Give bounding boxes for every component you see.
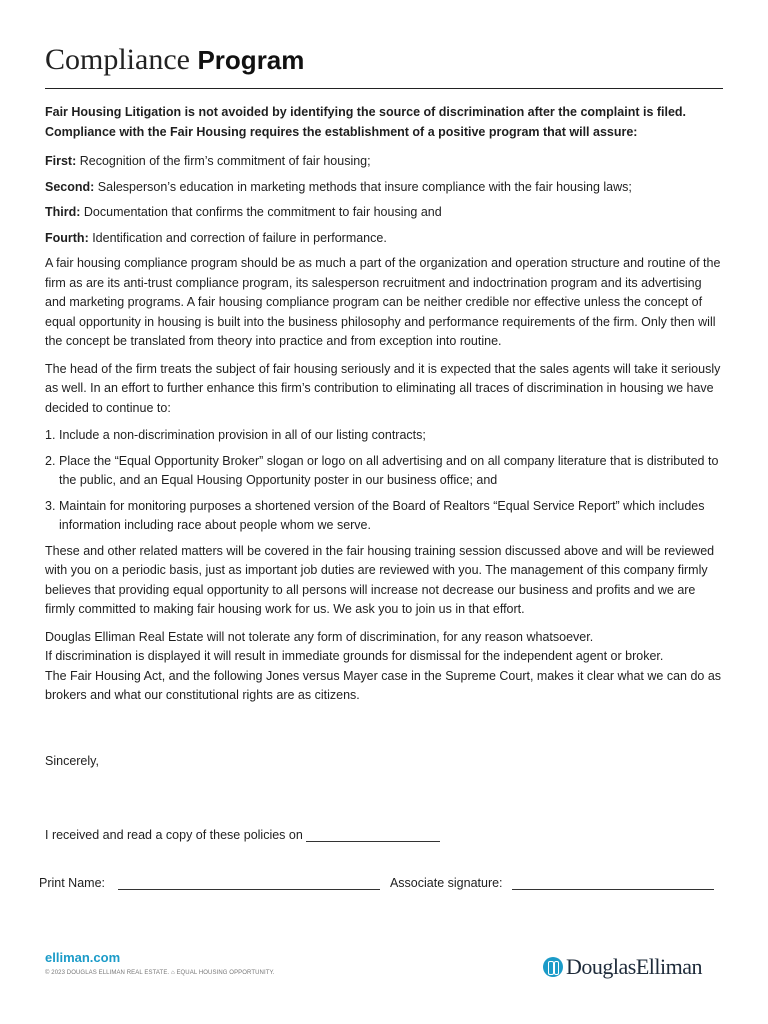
point-fourth: Fourth: Identification and correction of failure in performance.: [45, 230, 387, 245]
print-name-label: Print Name:: [39, 876, 105, 890]
list-item: 2. Place the “Equal Opportunity Broker” slogan or logo on all advertising and on all company literature that is distributed to the public, and an Equal Housing Opportunity poster in our business office; and: [45, 453, 719, 487]
paragraph-training: These and other related matters will be covered in the fair housing training session discussed above and will be reviewed with you on a periodic basis, just as important job duties are reviewed with you. The management of this company firmly believes that providing equal opportunity to all persons will increase not decrease our business and profits and we are firmly committed to making fair housing work for us. We ask you to join us in that effort.: [45, 543, 715, 616]
list-item: 1. Include a non-discrimination provision in all of our listing contracts;: [45, 428, 426, 442]
page-title: [45, 40, 304, 80]
point-second: Second: Salesperson’s education in marketing methods that insure compliance with the fair housing laws;: [45, 179, 632, 194]
logo-wordmark: DouglasElliman: [566, 954, 702, 979]
received-statement: I received and read a copy of these policies on: [45, 828, 440, 842]
point-first: First: Recognition of the firm’s commitment of fair housing;: [45, 154, 371, 168]
douglas-elliman-logo: [543, 954, 702, 980]
commitment-list: [45, 426, 723, 536]
title-bold: Program: [197, 45, 305, 75]
intro-line: Compliance with the Fair Housing requires the establishment of a positive program that will assure:: [45, 124, 638, 139]
closing-line: Douglas Elliman Real Estate will not tolerate any form of discrimination, for any reason whatsoever.: [45, 629, 594, 644]
sincerely-text: Sincerely,: [45, 754, 99, 768]
title-divider: [45, 88, 723, 89]
point-third: Third: Documentation that confirms the commitment to fair housing and: [45, 205, 442, 219]
intro-text: [45, 103, 723, 142]
date-line[interactable]: [306, 841, 440, 842]
footer-copyright: © 2023 DOUGLAS ELLIMAN REAL ESTATE. ⌂ EQUAL HOUSING OPPORTUNITY.: [45, 970, 275, 976]
closing-line: The Fair Housing Act, and the following Jones versus Mayer case in the Supreme Court, makes it clear what we can do as brokers and what our constitutional rights are as citizens.: [45, 668, 722, 702]
title-light: Compliance: [45, 43, 198, 76]
footer-link[interactable]: elliman.com: [45, 950, 121, 965]
closing-line: If discrimination is displayed it will result in immediate grounds for dismissal for the independent agent or broker.: [45, 649, 664, 663]
body-content: [45, 103, 723, 706]
list-item: 3. Maintain for monitoring purposes a shortened version of the Board of Realtors “Equal Service Report” which includes information including race about people whom we serve.: [45, 498, 705, 532]
intro-line: Fair Housing Litigation is not avoided by identifying the source of discrimination after the complaint is filed.: [45, 105, 687, 119]
signature-row: [39, 876, 723, 890]
closing-statement: [45, 628, 723, 706]
paragraph-head-of-firm: The head of the firm treats the subject of fair housing seriously and it is expected that the sales agents will take it seriously as well. In an effort to further enhance this firm’s contribution to eliminating all traces of discrimination in housing we have decided to continue to:: [45, 361, 721, 415]
associate-signature-line[interactable]: [512, 889, 714, 890]
paragraph-program: A fair housing compliance program should be as much a part of the organization and operation structure and routine of the firm as are its anti-trust compliance program, its salesperson recruitment and indoctrination program and its advertising and marketing programs. A fair housing compliance program can be neither credible nor effective unless the concept of equal opportunity in housing is built into the business philosophy and performance requirements of the firm. Only then will the concept be translated from theory into practice and from exception into routine.: [45, 256, 721, 348]
logo-mark-icon: [543, 957, 563, 977]
print-name-line[interactable]: [118, 889, 380, 890]
associate-signature-label: Associate signature:: [389, 876, 503, 890]
